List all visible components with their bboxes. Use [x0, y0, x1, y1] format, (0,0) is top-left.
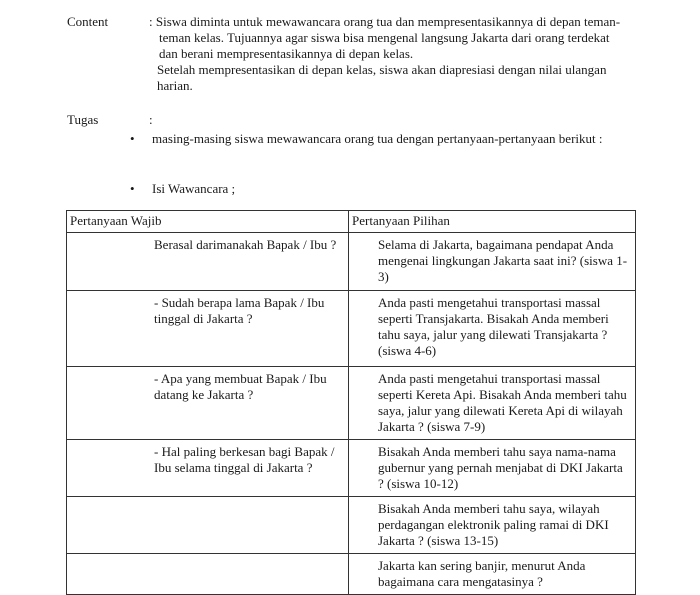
- wajib-cell: Berasal darimanakah Bapak / Ibu ?: [67, 233, 349, 291]
- pilihan-cell: Bisakah Anda memberi tahu saya, wilayah perdagangan elektronik paling ramai di DKI Jakarta ? (siswa 13-15): [349, 497, 636, 554]
- table-header-row: [67, 211, 636, 233]
- pilihan-cell: Bisakah Anda memberi tahu saya nama-nama gubernur yang pernah menjabat di DKI Jakarta ? (siswa 10-12): [349, 440, 636, 497]
- table-row: [67, 291, 636, 367]
- content-paragraph-1: : Siswa diminta untuk mewawancara orang tua dan mempresentasikannya di depan teman-teman kelas. Tujuannya agar siswa bisa mengenal langsung Jakarta dari orang terdekat dan berani mempresentasikannya di depan kelas.: [149, 14, 621, 61]
- table-row: [67, 497, 636, 554]
- header-pertanyaan-pilihan: Pertanyaan Pilihan: [349, 211, 636, 233]
- tugas-label: Tugas: [67, 112, 99, 127]
- content-label: Content: [67, 14, 109, 29]
- pilihan-cell: Jakarta kan sering banjir, menurut Anda bagaimana cara mengatasinya ?: [349, 554, 636, 595]
- bullet-icon: •: [130, 131, 135, 146]
- pilihan-cell: Anda pasti mengetahui transportasi massal seperti Kereta Api. Bisakah Anda memberi tahu saya, jalur yang dilewati Kereta Api di wilayah Jakarta ? (siswa 7-9): [349, 367, 636, 440]
- wajib-cell: - Apa yang membuat Bapak / Ibu datang ke Jakarta ?: [67, 367, 349, 440]
- tugas-item-1: masing-masing siswa mewawancara orang tua dengan pertanyaan-pertanyaan berikut :: [152, 131, 603, 146]
- pilihan-cell: Anda pasti mengetahui transportasi massal seperti Transjakarta. Bisakah Anda memberi tahu saya, jalur yang dilewati Transjakarta ? (siswa 4-6): [349, 291, 636, 367]
- bullet-icon: •: [130, 181, 135, 196]
- tugas-colon: :: [149, 112, 153, 127]
- wajib-cell: [67, 497, 349, 554]
- interview-table: [66, 210, 636, 595]
- wajib-cell: - Sudah berapa lama Bapak / Ibu tinggal di Jakarta ?: [67, 291, 349, 367]
- table-row: [67, 367, 636, 440]
- tugas-item-2: Isi Wawancara ;: [152, 181, 236, 196]
- header-pertanyaan-wajib: Pertanyaan Wajib: [67, 211, 349, 233]
- wajib-cell: [67, 554, 349, 595]
- table-row: [67, 233, 636, 291]
- content-description: [149, 14, 629, 94]
- pilihan-cell: Selama di Jakarta, bagaimana pendapat Anda mengenai lingkungan Jakarta saat ini? (siswa 1-3): [349, 233, 636, 291]
- table-row: [67, 554, 636, 595]
- wajib-cell: - Hal paling berkesan bagi Bapak / Ibu selama tinggal di Jakarta ?: [67, 440, 349, 497]
- table-row: [67, 440, 636, 497]
- content-paragraph-2: Setelah mempresentasikan di depan kelas, siswa akan diapresiasi dengan nilai ulangan harian.: [157, 62, 607, 93]
